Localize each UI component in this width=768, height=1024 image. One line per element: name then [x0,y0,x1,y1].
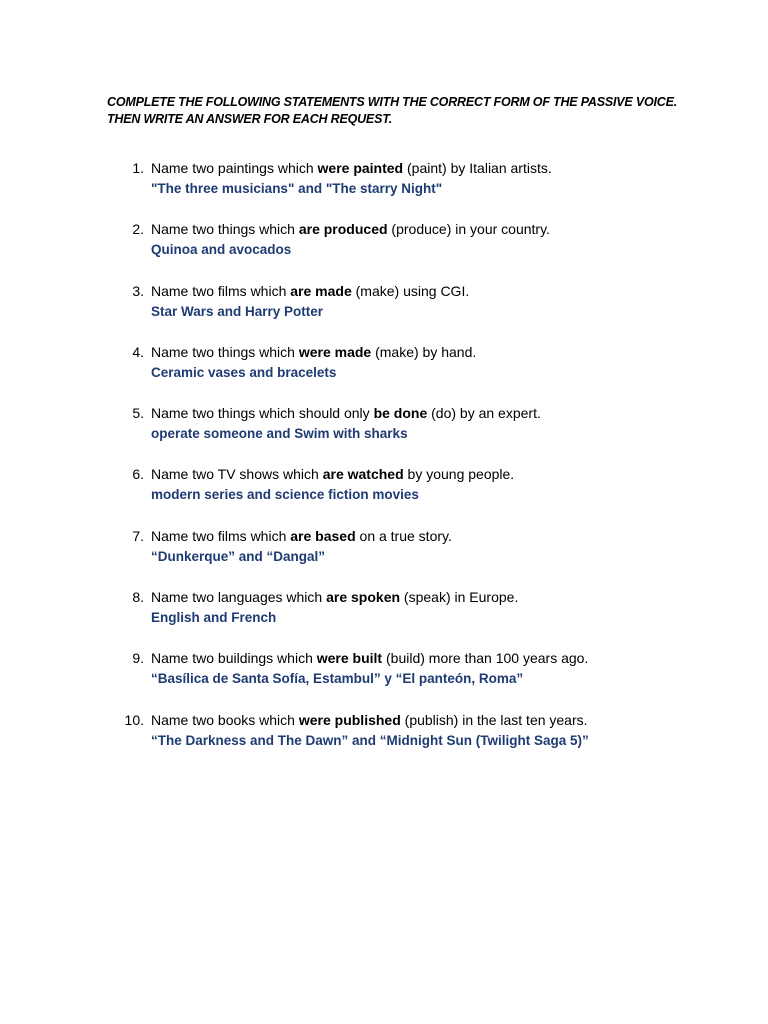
prompt-before: Name two things which [151,343,299,360]
prompt-before: Name two things which [151,221,299,238]
passive-verb: were published [298,711,401,728]
prompt-after: (do) by an expert. [427,405,541,422]
item-number: 1. [132,160,144,176]
prompt-after: (publish) in the last ten years. [400,711,588,728]
item-answer: “Basílica de Santa Sofía, Estambul” y “El panteón, Roma” [151,671,524,687]
passive-verb: are watched [322,466,404,483]
passive-verb: are spoken [326,589,401,606]
item-number: 10. [124,711,144,728]
passive-verb: are made [290,282,352,299]
prompt-before: Name two paintings which [151,160,318,176]
item-answer: Quinoa and avocados [151,242,292,258]
item-prompt [151,588,518,607]
item-answer: Ceramic vases and bracelets [151,364,337,380]
item-number: 9. [132,650,144,667]
item-number: 3. [132,282,144,299]
instructions-line-1: COMPLETE THE FOLLOWING STATEMENTS WITH THE CORRECT FORM OF THE PASSIVE VOICE. [107,95,678,109]
item-answer: English and French [151,610,277,626]
exercise-item-6 [0,465,768,526]
prompt-after: by young people. [403,466,515,483]
prompt-before: Name two films which [151,527,291,544]
exercise-item-4 [0,343,768,404]
item-number: 6. [132,466,144,483]
exercise-item-8 [0,588,768,649]
item-number: 4. [132,343,144,360]
item-prompt [151,282,469,301]
prompt-before: Name two languages which [151,589,327,606]
prompt-before: Name two things which should only [151,405,374,422]
instructions-line-2: THEN WRITE AN ANSWER FOR EACH REQUEST. [107,112,392,126]
exercise-list [0,159,768,772]
item-number: 7. [132,527,144,544]
item-prompt [151,711,588,730]
item-answer: “Dunkerque” and “Dangal” [151,548,326,564]
prompt-after: (paint) by Italian artists. [403,160,552,176]
item-number: 5. [132,405,144,422]
prompt-after: (speak) in Europe. [400,589,519,606]
item-prompt [151,159,552,178]
instructions-heading [107,94,707,128]
passive-verb: be done [373,405,428,422]
item-prompt [151,220,550,239]
item-answer: modern series and science fiction movies [151,487,419,503]
exercise-item-10 [0,711,768,772]
exercise-item-1 [0,159,768,220]
prompt-after: (make) using CGI. [351,282,470,299]
passive-verb: were painted [317,160,404,176]
item-prompt [151,404,541,423]
item-answer: “The Darkness and The Dawn” and “Midnight Sun (Twilight Saga 5)” [151,732,589,748]
item-number: 2. [132,221,144,238]
prompt-after: (produce) in your country. [387,221,550,238]
prompt-after: on a true story. [355,527,452,544]
prompt-before: Name two books which [151,711,299,728]
item-prompt [151,649,588,668]
exercise-item-5 [0,404,768,465]
item-number: 8. [132,589,144,606]
prompt-before: Name two buildings which [151,650,317,667]
exercise-item-9 [0,649,768,710]
item-prompt [151,343,476,362]
item-answer: Star Wars and Harry Potter [151,303,324,319]
item-prompt [151,527,452,546]
prompt-after: (make) by hand. [371,343,477,360]
prompt-after: (build) more than 100 years ago. [382,650,589,667]
item-prompt [151,465,514,484]
passive-verb: were built [316,650,383,667]
passive-verb: were made [298,343,372,360]
prompt-before: Name two films which [151,282,291,299]
item-answer: "The three musicians" and "The starry Night" [151,181,443,196]
exercise-item-3 [0,282,768,343]
exercise-item-7 [0,527,768,588]
item-answer: operate someone and Swim with sharks [151,426,408,442]
passive-verb: are based [290,527,356,544]
passive-verb: are produced [298,221,388,238]
exercise-item-2 [0,220,768,281]
prompt-before: Name two TV shows which [151,466,323,483]
